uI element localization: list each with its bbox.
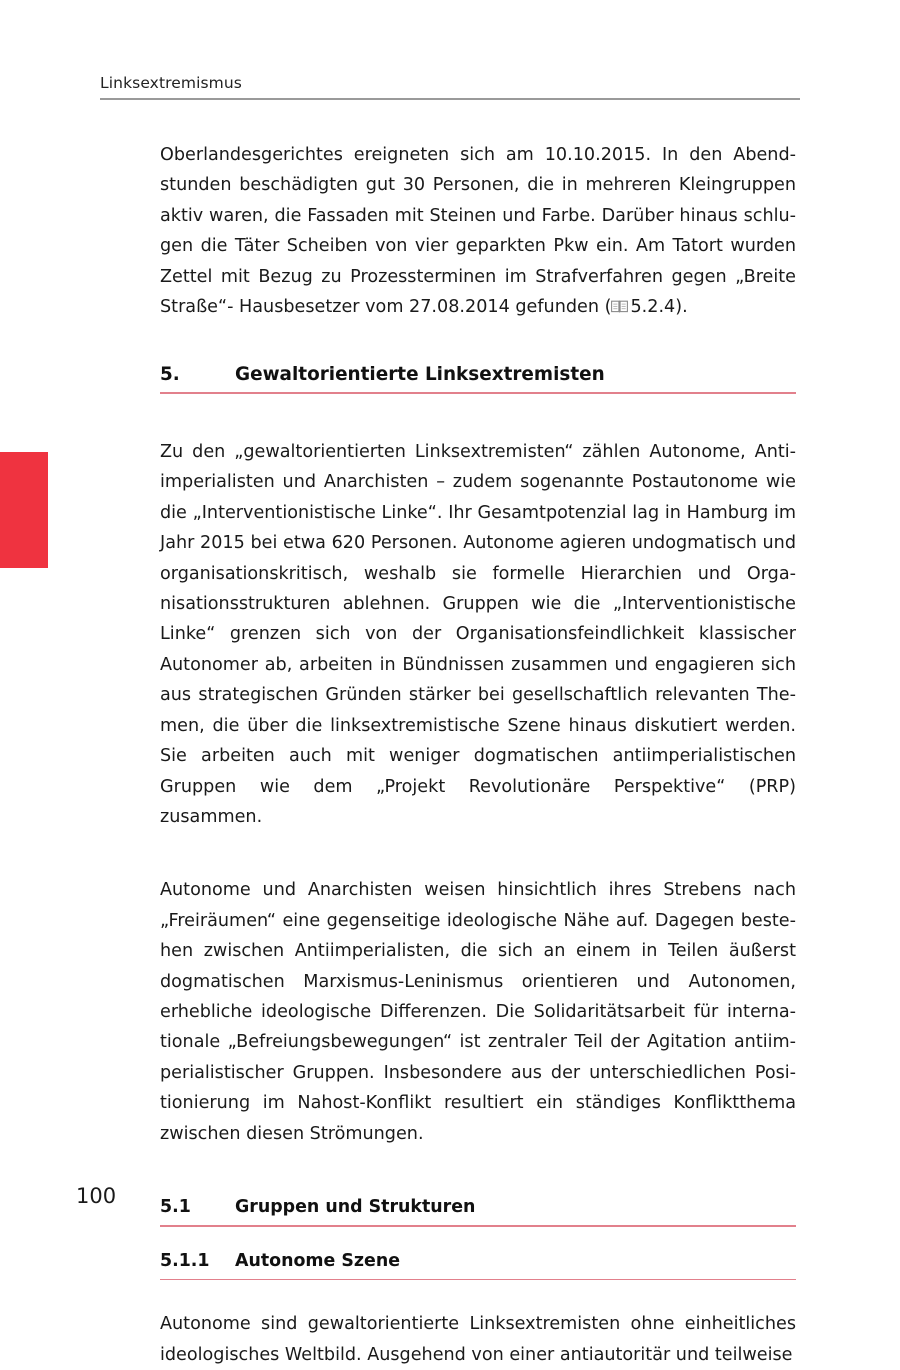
book-reference-icon — [611, 300, 628, 313]
paragraph-definition: Zu den „gewaltorientierten Linksextremisten“ zählen Autonome, Antiimperialisten und Anarchisten – zudem sogenannte Postautonome wie die „Interventionistische Linke“. Ihr Gesamtpotenzial lag in Hamburg im Jahr 2015 bei etwa 620 Personen. Autonome agieren undogmatisch und organisationskritisch, weshalb sie formelle Hierarchien und Organisationsstrukturen ablehnen. Gruppen wie die „Interventionistische Linke“ grenzen sich von der Organisationsfeindlichkeit klassischer Autonomer ab, arbeiten in Bündnissen zusammen und engagieren sich aus strategischen Gründen stärker bei gesellschaftlich relevanten Themen, die über die linksextremistische Szene hinaus diskutiert werden. Sie arbeiten auch mit weniger dogmatischen antiimperialistischen Gruppen wie dem „Projekt Revolutionäre Perspektive“ (PRP) zusammen. — [160, 442, 796, 827]
paragraph-intro-text: Oberlandesgerichtes ereigneten sich am 10.10.2015. In den Abendstunden beschädigten gut 30 Personen, die in mehreren Kleingruppen aktiv waren, die Fassaden mit Steinen und Farbe. Darüber hinaus schlugen die Täter Scheiben von vier geparkten Pkw ein. Am Tatort wurden Zettel mit Bezug zu Prozessterminen im Strafverfahren gegen „Breite Straße“- Hausbesetzer vom 27.08.2014 gefunden ( — [160, 145, 796, 318]
heading-section-5 — [160, 362, 796, 394]
paragraph-autonome: Autonome sind gewaltorientierte Linksextremisten ohne einheitliches ideologisches Weltbild. Ausgehend von einer antiautoritär und teilweise — [160, 1314, 796, 1365]
page-number: 100 — [76, 1184, 117, 1208]
heading-section-5-1-1 — [160, 1249, 796, 1281]
paragraph-ideology: Autonome und Anarchisten weisen hinsichtlich ihres Strebens nach „Freiräumen“ eine gegenseitige ideologische Nähe auf. Dagegen bestehen zwischen Antiimperialisten, die sich an einem in Teilen äußerst dogmatischen Marxismus-Leninismus orientieren und Autonomen, erhebliche ideologische Differenzen. Die Solidaritätsarbeit für internationale „Befreiungsbewegungen“ ist zentraler Teil der Agitation antiimperialistischer Gruppen. Insbesondere aus der unterschiedlichen Positionierung im Nahost-Konflikt resultiert ein ständiges Konfliktthema zwischen diesen Strömungen. — [160, 880, 796, 1144]
heading-section-5-title: Gewaltorientierte Linksextremisten — [235, 364, 605, 386]
paragraph-intro — [160, 140, 796, 322]
red-section-tab — [0, 452, 48, 568]
page-content — [160, 140, 796, 1370]
running-header-rule — [100, 98, 800, 100]
heading-section-5-1 — [160, 1195, 796, 1227]
heading-section-5-1-number: 5.1 — [160, 1196, 191, 1217]
heading-section-5-number: 5. — [160, 364, 180, 386]
running-header-text: Linksextremismus — [100, 74, 242, 92]
heading-section-5-1-1-number: 5.1.1 — [160, 1250, 210, 1271]
paragraph-intro-reference: 5.2.4). — [630, 297, 688, 318]
heading-section-5-1-1-title: Autonome Szene — [235, 1250, 401, 1271]
heading-section-5-1-title: Gruppen und Strukturen — [235, 1196, 476, 1217]
running-header — [100, 73, 800, 100]
